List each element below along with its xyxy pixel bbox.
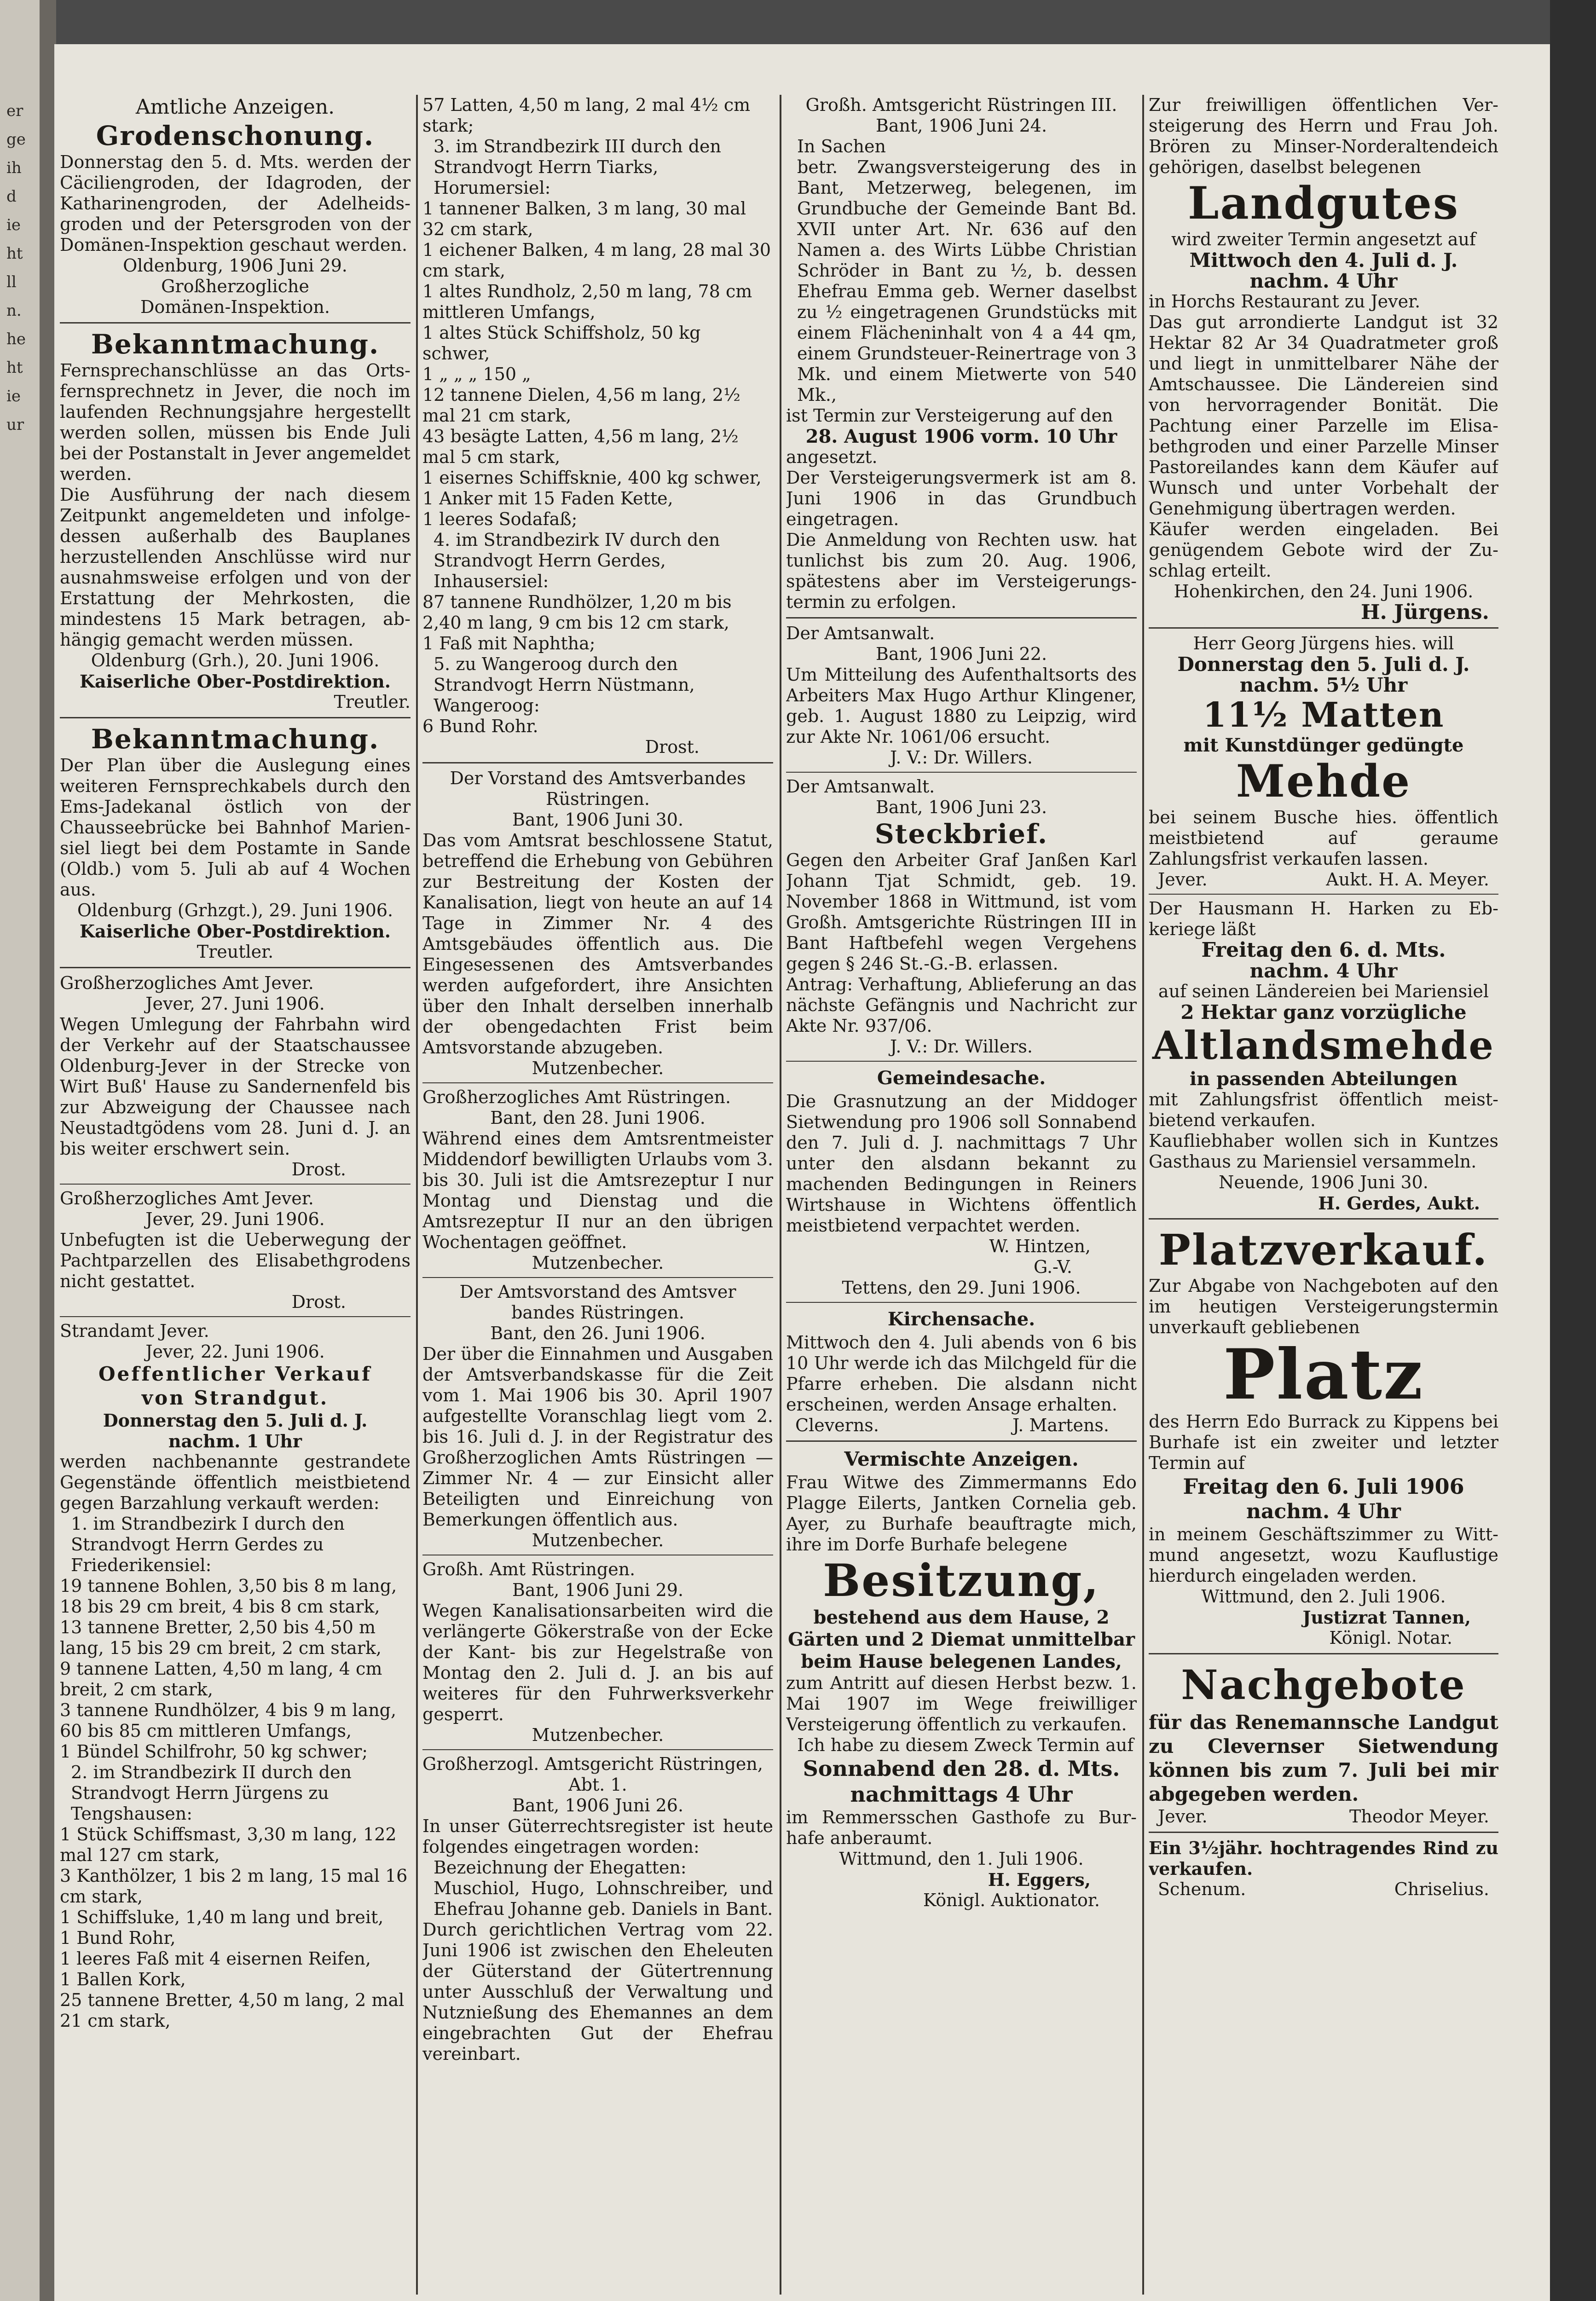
notice-place-date: Oldenburg (Grhzgt.), 29. Juni 1906. (77, 900, 393, 920)
notice-signature: Großherzogliche (161, 276, 309, 296)
ad-landgutes (1149, 95, 1498, 623)
notice-heading: Grodenschonung. (96, 120, 375, 151)
signature-row (1149, 1879, 1498, 1900)
section-heading: Vermischte Anzeigen. (844, 1448, 1079, 1470)
ad-text: in meinem Geschäftszimmer zu Wittmund angesetzt, wozu Kauflustige hierdurch eingeladen werden. (1149, 1524, 1498, 1586)
list-item: 12 tannene Dielen, 4,56 m lang, 2½ mal 21 cm stark, (422, 385, 740, 426)
column-3 (786, 95, 1137, 2285)
notice-separator (60, 1184, 411, 1185)
notice-text: Donnerstag den 5. d. Mts. werden der Cäciliengroden, der Idagroden, der Katharinengroden, der Adelheidsgroden und der Petersgroden von der Domänen-Inspektion geschaut werden. (60, 152, 411, 255)
notice-signature: Drost. (645, 737, 700, 757)
column-rule (780, 95, 781, 2295)
notice-heading: Bekanntmachung. (91, 723, 380, 755)
notice-text: In Sachen (797, 136, 886, 156)
column-1 (60, 95, 411, 2285)
ad-signature: Theodor Meyer. (1349, 1806, 1489, 1827)
notice-text: Der Plan über die Auslegung eines weiteren Fernsprechkabels durch den Ems-Jadekanal östlich von der Chausseebrücke bei Bahnhof Mariensiel liegt bei dem Postamte in Sande (Oldb.) vom 5. Juli ab auf 4 Wochen aus. (60, 755, 411, 900)
auction-time: nachm. 4 Uhr (1249, 270, 1398, 292)
notice-text: Durch gerichtlichen Vertrag vom 22. Juni 1906 ist zwischen den Eheleuten der Güterstand der Gütertrennung unter Ausschluß der Verwaltung und Nutznießung des Ehemannes an dem eingebrachten Gut der Ehefrau vereinbart. (422, 1919, 773, 2064)
auction-date: Donnerstag den 5. Juli d. J. (103, 1410, 368, 1431)
list-item: 1 leeres Faß mit 4 eisernen Reifen, (60, 1948, 371, 1969)
notice-text: Fernsprechanschlüsse an das Ortsfernsprechnetz in Jever, die noch im laufenden Rechnungsjahre hergestellt werden sollen, müssen bis Ende Juli bei der Postanstalt in Jever angemeldet werden. (60, 360, 411, 484)
scan-top-border (54, 0, 1550, 44)
ad-text: bei seinem Busche hies. öffentlich meistbietend auf geraume Zahlungsfrist verkaufen lassen. (1149, 807, 1498, 869)
list-item: 1 eichener Balken, 4 m lang, 28 mal 30 cm stark, (422, 240, 771, 281)
notice-zwangsversteigerung (786, 95, 1137, 613)
list-item: 87 tannene Rundhölzer, 1,20 m bis 2,40 m lang, 9 cm bis 12 cm stark, (422, 592, 732, 633)
notice-authority: Abt. 1. (568, 1775, 627, 1795)
auction-time: nachm. 4 Uhr (1249, 960, 1398, 982)
notice-signature: Mutzenbecher. (532, 1530, 664, 1550)
notice-text: Muschiol, Hugo, Lohnschreiber, und Ehefrau Johanne geb. Daniels in Bant. (434, 1878, 773, 1919)
list-item: 43 besägte Latten, 4,56 m lang, 2½ mal 5 cm stark, (422, 426, 739, 467)
list-item: 1 Faß mit Naphtha; (422, 633, 596, 653)
notice-signature: Treutler. (197, 942, 274, 962)
list-item: 9 tannene Latten, 4,50 m lang, 4 cm breit, 2 cm stark, (60, 1659, 382, 1700)
list-item: 3 tannene Rundhölzer, 4 bis 9 m lang, 60 bis 85 cm mittleren Umfangs, (60, 1700, 397, 1741)
auction-date: 28. August 1906 vorm. 10 Uhr (805, 426, 1117, 447)
item-section: 3. im Strandbezirk III durch den Strandvogt Herrn Tiarks, Horumersiel: (434, 136, 721, 198)
ad-signature: H. Jürgens. (1360, 601, 1489, 624)
notice-place: Cleverns. (795, 1415, 879, 1435)
list-item: 1 Bündel Schilfrohr, 50 kg schwer; (60, 1741, 368, 1762)
notice-signature: Domänen-Inspektion. (140, 297, 330, 317)
item-section: 2. im Strandbezirk II durch den Strandvogt Herrn Jürgens zu Tengshausen: (71, 1762, 352, 1824)
list-item: 1 „ „ „ 150 „ (422, 364, 531, 384)
signature-row (1149, 1806, 1498, 1827)
ad-altlandsmehde (1149, 898, 1498, 1214)
notice-place-date: Bant, den 28. Juni 1906. (490, 1108, 705, 1128)
notice-text: Gegen den Arbeiter Graf Janßen Karl Johann Tjat Schmidt, geb. 19. November 1868 in Wittmund, ist vom Großh. Amtsgerichte Rüstringen III in Bant Haftbefehl wegen Vergehens gegen § 246 St.-G.-B. erlassen. (786, 850, 1137, 974)
notice-place-date: Bant, 1906 Juni 26. (512, 1795, 684, 1815)
notice-heading: Kirchensache. (887, 1308, 1035, 1330)
ad-place-date: Wittmund, den 2. Juli 1906. (1201, 1586, 1446, 1607)
binding-gap (40, 0, 56, 2301)
column-rule (416, 95, 418, 2295)
auction-time: nachmittags 4 Uhr (850, 1782, 1073, 1807)
ad-headline: Nachgebote (1181, 1661, 1466, 1709)
notice-text: Mittwoch den 4. Juli abends von 6 bis 10 Uhr werde ich das Milchgeld für die Pfarre erheben. Die alsdann nicht erscheinen, werden Ansage erhalten. (786, 1332, 1137, 1415)
notice-signature: Drost. (291, 1159, 346, 1179)
list-item: 1 altes Stück Schiffsholz, 50 kg schwer, (422, 323, 701, 364)
notice-amt-jever-2 (60, 1188, 411, 1312)
notice-text: ist Termin zur Versteigerung auf den (786, 405, 1113, 426)
ad-text: Käufer werden eingeladen. Bei genügendem Gebote wird der Zuschlag erteilt. (1149, 519, 1498, 581)
section-label: Amtliche Anzeigen. (135, 95, 335, 119)
notice-text: Das vom Amtsrat beschlossene Statut, betreffend die Erhebung von Gebühren zur Bestreitung der Kosten der Kanalisation, liegt von heute an auf 14 Tage in Zimmer Nr. 4 des Amtsgebäudes öffentlich aus. Die Eingesessenen des Amtsverbandes werden aufgefordert, ihre Ansichten über den Inhalt derselben innerhalb der obengedachten Frist beim Amtsvorstande abzugeben. (422, 830, 773, 1058)
ad-text: Das gut arrondierte Landgut ist 32 Hektar 82 Ar 34 Quadratmeter groß und liegt in unmittelbarer Nähe der Amtschaussee. Die Ländereien sind von hervorragender Bonität. Die Pachtung einer Parzelle im Elisabethgroden und einer Parzelle Minser Pastoreilandes kann dem Käufer auf Wunsch und unter Vorbehalt der Genehmigung übertragen werden. (1149, 312, 1498, 519)
notice-authority: Der Vorstand des Amtsverbandes (450, 768, 746, 788)
list-item: 25 tannene Bretter, 4,50 m lang, 2 mal 21 cm stark, (60, 1990, 405, 2031)
notice-signature: Kaiserliche Ober-Postdirektion. (80, 671, 391, 692)
ad-headline: Landgutes (1187, 177, 1459, 229)
notice-authority: Großherzogliches Amt Rüstringen. (422, 1087, 731, 1107)
ad-text: in Horchs Restaurant zu Jever. (1149, 291, 1421, 312)
notice-place-date: Bant, 1906 Juni 24. (875, 116, 1047, 136)
ad-text: Kaufliebhaber wollen sich in Kuntzes Gasthaus zu Mariensiel versammeln. (1149, 1131, 1498, 1172)
notice-heading: Bekanntmachung. (91, 329, 380, 360)
notice-signature: Mutzenbecher. (532, 1058, 664, 1078)
notice-text: Wegen Umlegung der Fahrbahn wird der Verkehr auf der Staatschaussee Oldenburg-Jever in der Strecke von Wirt Buß' Hause zu Sandernenfeld bis zur Abzweigung der Chaussee nach Neustadtgödens vom 28. Juni d. J. an bis weiter erschwert sein. (60, 1014, 411, 1159)
ad-text: zum Antritt auf diesen Herbst bezw. 1. Mai 1907 im Wege freiwilliger Versteigerung öffentlich zu verkaufen. (786, 1673, 1137, 1734)
ad-mehde (1149, 633, 1498, 890)
ad-headline: Platz (1223, 1334, 1424, 1415)
ad-place-date: Hohenkirchen, den 24. Juni 1906. (1174, 581, 1474, 601)
ad-nachgebote (1149, 1659, 1498, 1827)
list-item: 57 Latten, 4,50 m lang, 2 mal 4½ cm stark; (422, 95, 751, 136)
notice-signature: W. Hintzen, (989, 1236, 1091, 1256)
ad-place: Jever. (1158, 869, 1208, 890)
notice-authority: Großh. Amt Rüstringen. (422, 1559, 636, 1579)
list-item: 1 Stück Schiffsmast, 3,30 m lang, 122 mal 127 cm stark, (60, 1824, 397, 1865)
ad-text: Ein 3½jähr. hochtragendes Rind zu verkaufen. (1149, 1838, 1498, 1879)
notice-authority: bandes Rüstringen. (511, 1302, 684, 1323)
notice-separator (786, 772, 1137, 773)
notice-authority: Der Amtsanwalt. (786, 776, 935, 797)
notice-heading: Gemeindesache. (877, 1067, 1046, 1089)
scan-right-border (1550, 0, 1596, 2301)
list-item: 13 tannene Bretter, 2,50 bis 4,50 m lang, 15 bis 29 cm breit, 2 cm stark, (60, 1617, 382, 1658)
notice-authority: Rüstringen. (545, 789, 650, 809)
ad-text: Zur freiwilligen öffentlichen Versteigerung des Herrn und Frau Joh. Brören zu Minser-Norderaltendeich gehörigen, daselbst belegenen (1149, 95, 1498, 177)
notice-authority: Strandamt Jever. (60, 1321, 209, 1341)
list-item: 1 Bund Rohr, (60, 1928, 176, 1948)
notice-signature: Drost. (291, 1292, 346, 1312)
notice-place-date: Oldenburg, 1906 Juni 29. (123, 255, 347, 276)
notice-amt-jever-1 (60, 973, 411, 1180)
column-2 (422, 95, 773, 2285)
notice-amtsanwalt-1 (786, 623, 1137, 768)
notice-signature: G.-V. (1033, 1257, 1072, 1277)
ad-place: Jever. (1158, 1806, 1208, 1827)
ad-signature: Chriselius. (1394, 1879, 1489, 1899)
notice-authority: Der Amtsvorstand des Amtsver (459, 1282, 736, 1302)
notice-strandamt-continued (422, 95, 773, 757)
signature-row (1149, 869, 1498, 890)
notice-text: angesetzt. (786, 447, 878, 467)
auction-date: Freitag den 6. d. Mts. (1201, 938, 1446, 962)
notice-separator (1149, 627, 1498, 629)
list-item: 19 tannene Bohlen, 3,50 bis 8 m lang, 18 bis 29 cm breit, 4 bis 8 cm stark, (60, 1576, 397, 1617)
ad-place-date: Neuende, 1906 Juni 30. (1219, 1172, 1428, 1192)
list-item: 1 tannener Balken, 3 m lang, 30 mal 32 cm stark, (422, 198, 746, 239)
list-item: 3 Kanthölzer, 1 bis 2 m lang, 15 mal 16 cm stark, (60, 1866, 408, 1907)
notice-steckbrief (786, 776, 1137, 1057)
list-item: 6 Bund Rohr. (422, 716, 538, 736)
auction-date: Sonnabend den 28. d. Mts. (803, 1756, 1120, 1781)
list-item: 1 Schiffsluke, 1,40 m lang und breit, (60, 1907, 384, 1927)
column-4 (1149, 95, 1498, 2285)
notice-title: von Strandgut. (141, 1387, 329, 1409)
ad-highlight: mit Kunstdünger gedüngte (1183, 734, 1464, 756)
ad-signature: Justizrat Tannen, (1302, 1607, 1471, 1628)
auction-time: nachm. 4 Uhr (1246, 1500, 1401, 1523)
notice-gueterrecht (422, 1754, 773, 2064)
item-section: 4. im Strandbezirk IV durch den Strandvogt Herrn Gerdes, Inhausersiel: (434, 530, 720, 591)
auction-time: nachm. 1 Uhr (168, 1431, 302, 1451)
notice-authority: Der Amtsanwalt. (786, 623, 935, 643)
notice-authority: Großherzogl. Amtsgericht Rüstringen, (422, 1754, 763, 1774)
ad-text: Der Hausmann H. Harken zu Ebkeriege läßt (1149, 898, 1498, 939)
notice-separator (422, 1749, 773, 1750)
ad-highlight: in passenden Abteilungen (1189, 1068, 1458, 1090)
notice-title: Oeffentlicher Verkauf (98, 1363, 372, 1385)
notice-separator (786, 617, 1137, 619)
ad-signature: H. Eggers, (988, 1869, 1091, 1890)
notice-text: werden nachbenannte gestrandete Gegenstände öffentlich meistbietend gegen Barzahlung verkauft werden: (60, 1451, 411, 1513)
notice-heading: Steckbrief. (874, 818, 1048, 850)
notice-separator (786, 1061, 1137, 1062)
auction-date: Donnerstag den 5. Juli d. J. (1177, 653, 1470, 676)
ad-signature: Königl. Notar. (1329, 1628, 1452, 1648)
ad-signature: H. Gerdes, Aukt. (1318, 1193, 1480, 1214)
list-item: 1 eisernes Schiffsknie, 400 kg schwer, (422, 468, 762, 488)
notice-separator (60, 1316, 411, 1317)
notice-place-date: Bant, 1906 Juni 23. (875, 797, 1047, 817)
notice-text: Der über die Einnahmen und Ausgaben der Amtsverbandskasse für die Zeit vom 1. Mai 1906 bis 30. April 1907 aufgestellte Voranschlag liegt vom 2. bis 16. Juli d. J. in der Registratur des Großherzoglichen Amts Rüstringen — Zimmer Nr. 4 — zur Einsicht aller Beteiligten und Einreichung von Bemerkungen öffentlich aus. (422, 1344, 773, 1530)
notice-text: Bezeichnung der Ehegatten: (434, 1857, 687, 1878)
notice-gemeindesache (786, 1065, 1137, 1298)
ad-text: mit Zahlungsfrist öffentlich meistbietend verkaufen. (1149, 1089, 1498, 1130)
notice-signature: J. Martens. (1012, 1415, 1109, 1435)
list-item: 1 Anker mit 15 Faden Kette, (422, 488, 673, 509)
ad-text: Zur Abgabe von Nachgeboten auf den im heutigen Versteigerungstermin unverkauft gebliebenen (1149, 1276, 1498, 1337)
notice-signature: Kaiserliche Ober-Postdirektion. (80, 921, 391, 942)
notice-separator (786, 1302, 1137, 1303)
list-item: 1 Ballen Kork, (60, 1969, 186, 1989)
notice-place-date: Bant, 1906 Juni 30. (512, 809, 684, 830)
notice-place-date: Jever, 27. Juni 1906. (145, 994, 325, 1014)
ad-text: auf seinen Ländereien bei Mariensiel (1158, 981, 1489, 1001)
notice-text: Die Grasnutzung an der Middoger Sietwendung pro 1906 soll Sonnabend den 7. Juli d. J. nachmittags 7 Uhr unter den alsdann bekannt zu machenden Bedingungen in Reiners Wirtshause in Wichtens öffentlich meistbietend verpachtet werden. (786, 1091, 1137, 1236)
item-section: 5. zu Wangeroog durch den Strandvogt Herrn Nüstmann, Wangeroog: (434, 654, 695, 716)
notice-amtsrezeptur (422, 1087, 773, 1273)
ad-text: Ich habe zu diesem Zweck Termin auf (797, 1735, 1134, 1755)
notice-kirchensache (786, 1307, 1137, 1436)
notice-separator (60, 717, 411, 718)
ad-headline: Altlandsmehde (1152, 1023, 1495, 1068)
notice-text: Die Ausführung der nach diesem Zeitpunkt angemeldeten und infolgedessen außerhalb des Bauplanes herzustellenden Anschlüsse wird nur ausnahmsweise erfolgen und von der Erstattung der Mehrkosten, die mindestens 15 Mark betragen, abhängig gemacht werden müssen. (60, 485, 411, 650)
notice-text: In unser Güterrechtsregister ist heute folgendes eingetragen worden: (422, 1816, 773, 1857)
notice-authority: Großh. Amtsgericht Rüstringen III. (805, 95, 1117, 115)
notice-strandamt (60, 1321, 411, 2031)
notice-separator (1149, 1832, 1498, 1833)
notice-voranschlag (422, 1282, 773, 1551)
auction-date: Mittwoch den 4. Juli d. J. (1189, 249, 1458, 272)
notice-separator (786, 1440, 1137, 1442)
ad-place-date: Wittmund, den 1. Juli 1906. (839, 1849, 1084, 1869)
notice-signature: Mutzenbecher. (532, 1725, 664, 1745)
ad-highlight: 2 Hektar ganz vorzügliche (1180, 1001, 1467, 1023)
notice-place-date: Bant, den 26. Juni 1906. (490, 1323, 705, 1343)
notice-text: Unbefugten ist die Ueberwegung der Pachtparzellen des Elisabethgrodens nicht gestattet. (60, 1230, 411, 1291)
ad-signature: Königl. Auktionator. (923, 1890, 1100, 1910)
notice-place-date: Bant, 1906 Juni 29. (512, 1580, 684, 1600)
auction-time: nachm. 5½ Uhr (1239, 674, 1408, 696)
paper-sheet (54, 44, 1550, 2301)
notice-text: Die Anmeldung von Rechten usw. hat tunlichst bis zum 20. Aug. 1906, spätestens aber im Versteigerungstermin zu erfolgen. (786, 530, 1137, 612)
ad-text: wird zweiter Termin angesetzt auf (1171, 229, 1476, 249)
notice-kanalisation (422, 1559, 773, 1746)
notice-place-date: Tettens, den 29. Juni 1906. (842, 1278, 1081, 1298)
ad-headline: Mehde (1236, 755, 1411, 807)
notice-separator (60, 322, 411, 324)
notice-text: Antrag: Verhaftung, Ablieferung an das nächste Gefängnis und Nachricht zur Akte Nr. 937/06. (786, 974, 1137, 1036)
ad-place: Schenum. (1158, 1879, 1246, 1899)
ad-text: Frau Witwe des Zimmermanns Edo Plagge Eilerts, Jantken Cornelia geb. Ayer, zu Burhafe beauftragte mich, ihre im Dorfe Burhafe belegene (786, 1472, 1137, 1555)
notice-place-date: Oldenburg (Grh.), 20. Juni 1906. (91, 650, 380, 671)
notice-separator (422, 1082, 773, 1083)
ad-platzverkauf (1149, 1224, 1498, 1648)
notice-place-date: Bant, 1906 Juni 22. (875, 644, 1047, 664)
auction-date: Freitag den 6. Juli 1906 (1183, 1474, 1464, 1499)
notice-separator (1149, 894, 1498, 895)
ad-rind (1149, 1838, 1498, 1900)
notice-text: betr. Zwangsversteigerung des in Bant, Metzerweg, belegenen, im Grundbuche der Gemeinde Bant Bd. XVII unter Art. Nr. 636 auf den Namen a. des Wirts Lübbe Christian Schröder in Bant zu ½, b. dessen Ehefrau Emma geb. Werner daselbst zu ½ eingetragenen Grundstücks mit einem Flächeninhalt von 4 a 44 qm, einem Grundsteuer-Reinertrage von 3 Mk. und einem Mietwerte von 540 Mk., (797, 157, 1137, 405)
notice-grodenschonung (60, 95, 411, 318)
notice-fernsprechkabel (60, 723, 411, 962)
ad-highlight: bestehend aus dem Hause, 2 Gärten und 2 Diemat unmittelbar beim Hause belegenen Landes, (787, 1607, 1135, 1672)
notice-amtsverband-statut (422, 768, 773, 1079)
ad-text: des Herrn Edo Burrack zu Kippens bei Burhafe ist ein zweiter und letzter Termin auf (1149, 1411, 1498, 1473)
ad-headline: 11½ Matten (1203, 695, 1445, 735)
ad-besitzung (786, 1446, 1137, 1911)
notice-text: Während eines dem Amtsrentmeister Middendorf bewilligten Urlaubs vom 3. bis 30. Juli ist die Amtsrezeptur I nur Montag und Dienstag und die Amtsrezeptur II nur an den übrigen Wochentagen geöffnet. (422, 1128, 773, 1252)
ad-text: im Remmersschen Gasthofe zu Burhafe anberaumt. (786, 1807, 1137, 1848)
signature-row (786, 1415, 1137, 1436)
item-section: 1. im Strandbezirk I durch den Strandvogt Herrn Gerdes zu Friederikensiel: (71, 1514, 345, 1575)
notice-text: Wegen Kanalisationsarbeiten wird die verlängerte Gökerstraße von der Ecke der Kant- bis zur Hegelstraße von Montag den 2. Juli d. J. an bis auf weiteres für den Fuhrwerksverkehr gesperrt. (422, 1601, 773, 1724)
notice-place-date: Jever, 29. Juni 1906. (145, 1209, 325, 1229)
notice-place-date: Jever, 22. Juni 1906. (145, 1341, 325, 1362)
notice-authority: Großherzogliches Amt Jever. (60, 1188, 314, 1208)
ad-headline: Besitzung, (823, 1555, 1100, 1607)
notice-separator (60, 967, 411, 968)
notice-separator (1149, 1218, 1498, 1220)
list-item: 1 altes Rundholz, 2,50 m lang, 78 cm mittleren Umfangs, (422, 281, 752, 322)
notice-fernsprech (60, 328, 411, 712)
ad-headline: Platzverkauf. (1158, 1225, 1489, 1275)
notice-separator (422, 762, 773, 763)
edge-letters: er ge ih d ie ht ll n. he ht ie ur (6, 102, 26, 434)
column-rule (1142, 95, 1144, 2295)
notice-signature: Treutler. (334, 692, 411, 712)
notice-signature: J. V.: Dr. Willers. (890, 747, 1033, 768)
ad-highlight: für das Renemannsche Landgut zu Clevernser Sietwendung können bis zum 7. Juli bei mir abgegeben werden. (1149, 1711, 1498, 1805)
notice-signature: Mutzenbecher. (532, 1253, 664, 1273)
notice-text: Um Mitteilung des Aufenthaltsorts des Arbeiters Max Hugo Arthur Klingener, geb. 1. August 1880 zu Leipzig, wird zur Akte Nr. 1061/06 ersucht. (786, 665, 1137, 747)
notice-text: Der Versteigerungsvermerk ist am 8. Juni 1906 in das Grundbuch eingetragen. (786, 468, 1137, 529)
list-item: 1 leeres Sodafaß; (422, 509, 578, 529)
ad-signature: Aukt. H. A. Meyer. (1326, 869, 1489, 890)
notice-separator (422, 1277, 773, 1278)
notice-authority: Großherzogliches Amt Jever. (60, 973, 314, 993)
notice-separator (1149, 1653, 1498, 1654)
ad-text: Herr Georg Jürgens hies. will (1193, 633, 1454, 653)
notice-signature: J. V.: Dr. Willers. (890, 1036, 1033, 1057)
